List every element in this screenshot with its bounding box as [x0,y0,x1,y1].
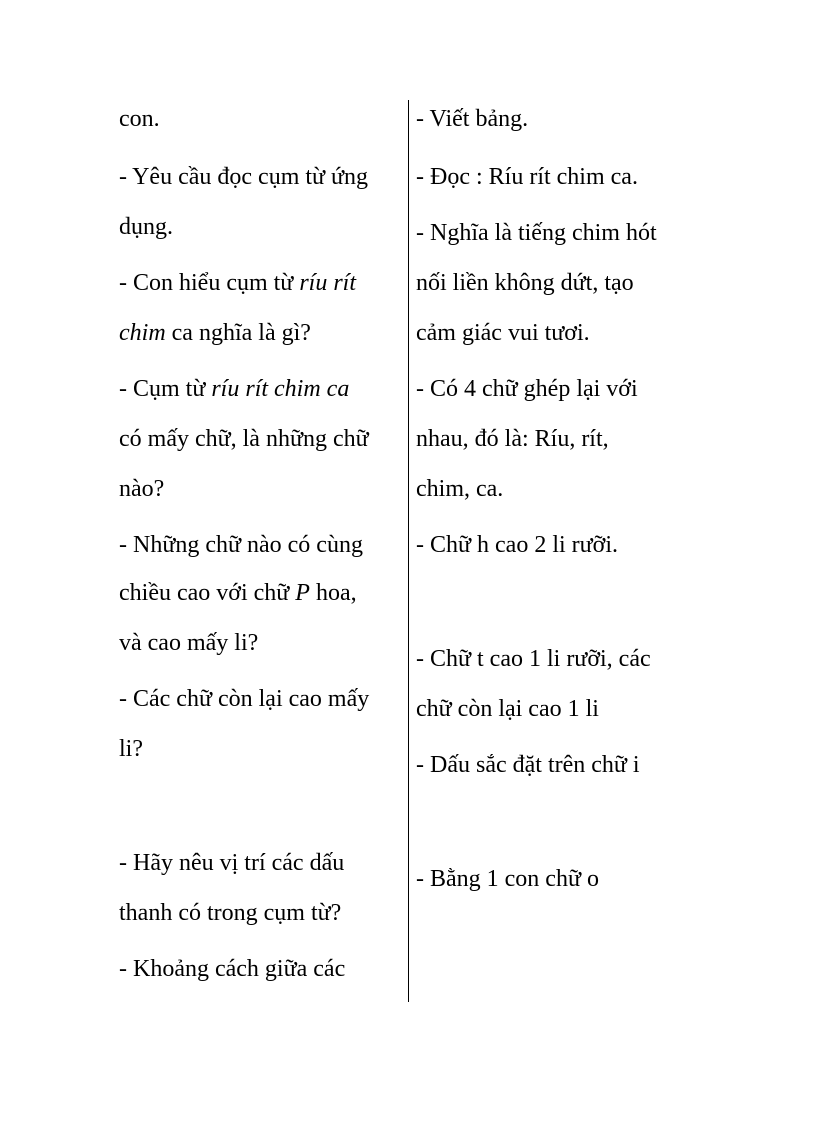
right-line-3: - Nghĩa là tiếng chim hót [416,220,657,246]
right-line-7: nhau, đó là: Ríu, rít, [416,426,609,452]
right-line-4: nối liền không dứt, tạo [416,270,634,296]
right-line-2: - Đọc : Ríu rít chim ca. [416,164,638,190]
left-line-8: nào? [119,476,165,502]
text-run: hoa, [309,580,357,606]
column-divider [408,100,409,1002]
right-line-9: - Chữ h cao 2 li rưỡi. [416,532,619,558]
text-run: chiều cao với chữ [119,580,296,606]
right-line-6: - Có 4 chữ ghép lại với [416,376,638,402]
right-line-8: chim, ca. [416,476,504,502]
left-line-2: - Yêu cầu đọc cụm từ ứng [119,164,369,190]
italic-letter: P [295,580,310,606]
right-line-11: chữ còn lại cao 1 li [416,696,599,722]
right-line-5: cảm giác vui tươi. [416,320,590,346]
right-line-12: - Dấu sắc đặt trên chữ i [416,752,640,778]
text-run: ca nghĩa là gì? [165,320,311,346]
text-run: - Con hiểu cụm từ [119,270,300,296]
left-line-3: dụng. [119,214,173,240]
left-line-7: có mấy chữ, là những chữ [119,426,369,452]
left-line-9: - Những chữ nào có cùng [119,532,363,558]
left-line-10 [119,578,357,608]
left-line-16: - Khoảng cách giữa các [119,956,346,982]
left-line-15: thanh có trong cụm từ? [119,900,342,926]
left-line-1: con. [119,106,160,132]
left-line-5 [119,318,311,348]
right-line-1: - Viết bảng. [416,106,529,132]
italic-phrase: ríu rít [299,270,357,296]
left-line-6 [119,374,349,404]
italic-phrase: ríu rít chim ca [211,376,350,402]
text-run: - Cụm từ [119,376,212,402]
left-line-14: - Hãy nêu vị trí các dấu [119,850,345,876]
left-line-4 [119,268,356,298]
left-line-11: và cao mấy li? [119,630,259,656]
left-line-12: - Các chữ còn lại cao mấy [119,686,370,712]
right-line-10: - Chữ t cao 1 li rưỡi, các [416,646,651,672]
italic-phrase: chim [119,320,166,346]
left-line-13: li? [119,736,143,762]
right-line-13: - Bằng 1 con chữ o [416,866,599,892]
